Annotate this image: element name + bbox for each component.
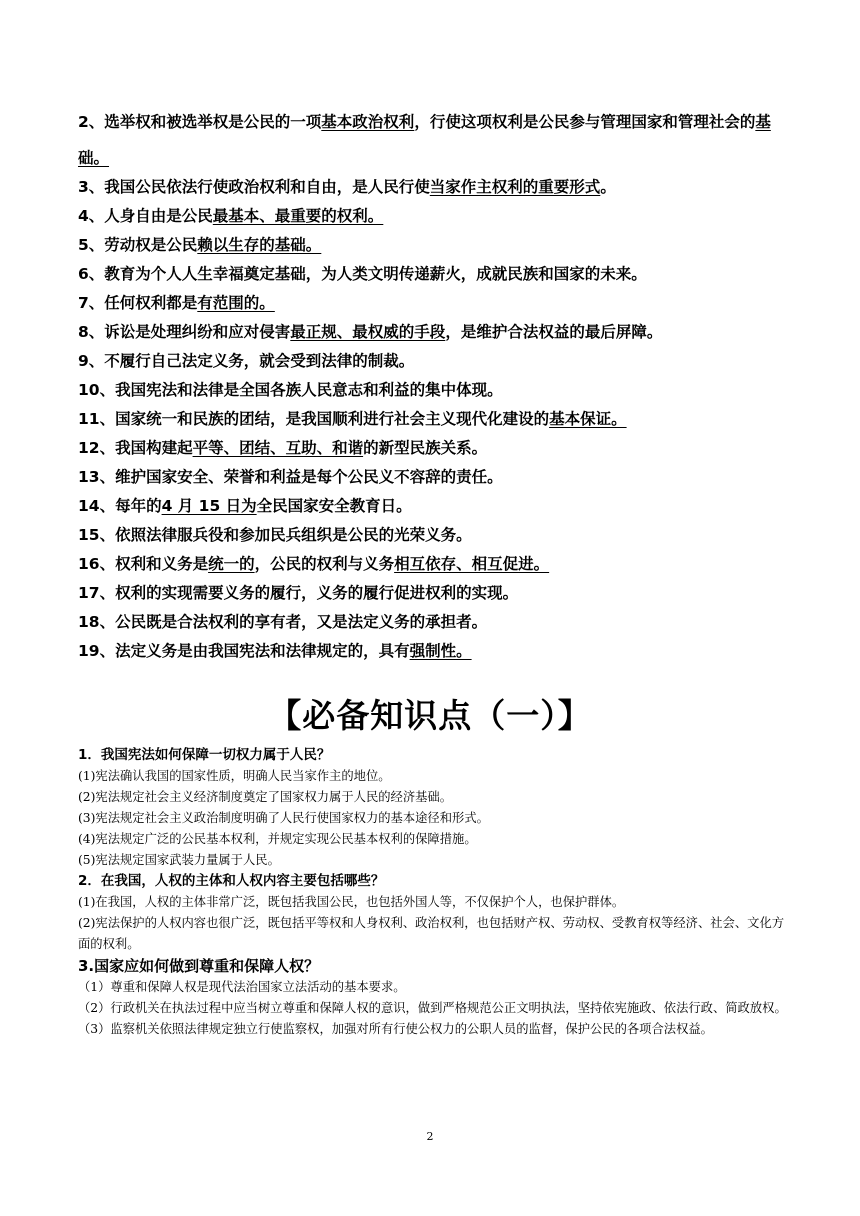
answer-point: (1)在我国，人权的主体非常广泛，既包括我国公民，也包括外国人等，不仅保护个人，也保护群体。 [78, 895, 625, 909]
underlined-key-phrase: 当家作主权利的重要形式 [429, 178, 601, 196]
answer-point: （1）尊重和保障人权是现代法治国家立法活动的基本要求。 [78, 980, 406, 994]
underlined-key-phrase: 相互依存、相互促进。 [394, 555, 550, 573]
answer-point: (4)宪法规定广泛的公民基本权利，并规定实现公民基本权利的保障措施。 [78, 832, 477, 846]
fact-text: 19、法定义务是由我国宪法和法律规定的，具有 [78, 642, 410, 660]
fact-item [78, 492, 788, 521]
fact-text: 15、依照法律服兵役和参加民兵组织是公民的光荣义务。 [78, 526, 472, 544]
underlined-key-phrase: 最基本、最重要的权利。 [212, 207, 384, 225]
key-facts-list [78, 108, 788, 666]
fact-item [78, 289, 788, 318]
question-heading: 1．我国宪法如何保障一切权力属于人民？ [78, 747, 331, 763]
answer-point: （2）行政机关在执法过程中应当树立尊重和保障人权的意识，做到严格规范公正文明执法，坚持依宪施政、依法行政、简政放权。 [78, 1001, 787, 1015]
answer-point: （3）监察机关依照法律规定独立行使监察权，加强对所有行使公权力的公职人员的监督，保护公民的各项合法权益。 [78, 1022, 713, 1036]
section-title: 【必备知识点（一）】 [268, 696, 592, 735]
fact-text: 6、教育为个人人生幸福奠定基础，为人类文明传递薪火，成就民族和国家的未来。 [78, 265, 647, 283]
underlined-key-phrase: 有范围的。 [197, 294, 275, 312]
question-heading: 3.国家应如何做到尊重和保障人权？ [78, 957, 320, 975]
fact-text: 17、权利的实现需要义务的履行，义务的履行促进权利的实现。 [78, 584, 519, 602]
underlined-key-phrase: 最正规、最权威的手段 [290, 323, 446, 341]
fact-item [78, 579, 788, 608]
underlined-key-phrase: 强制性。 [409, 642, 472, 660]
fact-text: 11、国家统一和民族的团结，是我国顺利进行社会主义现代化建设的 [78, 410, 550, 428]
page-number: 2 [426, 1130, 434, 1143]
underlined-key-phrase: 基本保证。 [549, 410, 627, 428]
fact-item [78, 434, 788, 463]
fact-text: 2、选举权和被选举权是公民的一项 [78, 113, 322, 131]
fact-text: 4、人身自由是公民 [78, 207, 213, 225]
answer-point: (2)宪法保护的人权内容也很广泛，既包括平等权和人身权利、政治权利，也包括财产权、劳动权、受教育权等经济、社会、文化方面的权利。 [78, 916, 785, 951]
answer-point: (5)宪法规定国家武装力量属于人民。 [78, 853, 280, 867]
fact-text: ，公民的权利与义务 [254, 555, 395, 573]
underlined-key-phrase: 4 月 15 日为 [161, 497, 257, 515]
fact-text: 全民国家安全教育日。 [256, 497, 412, 515]
fact-text: 10、我国宪法和法律是全国各族人民意志和利益的集中体现。 [78, 381, 503, 399]
question-heading: 2．在我国，人权的主体和人权内容主要包括哪些？ [78, 873, 385, 889]
underlined-key-phrase: 基础。 [78, 113, 771, 167]
fact-text: 5、劳动权是公民 [78, 236, 198, 254]
underlined-key-phrase: 平等、团结、互助、和谐 [192, 439, 364, 457]
fact-text: 13、维护国家安全、荣誉和利益是每个公民义不容辞的责任。 [78, 468, 503, 486]
fact-item [78, 550, 788, 579]
fact-text: 16、权利和义务是 [78, 555, 209, 573]
fact-item [78, 608, 788, 637]
fact-text: 9、不履行自己法定义务，就会受到法律的制裁。 [78, 352, 415, 370]
fact-item [78, 376, 788, 405]
fact-item [78, 637, 788, 666]
knowledge-points [78, 745, 788, 1040]
fact-text: 7、任何权利都是 [78, 294, 198, 312]
fact-text: 。 [600, 178, 616, 196]
fact-text: 的新型民族关系。 [363, 439, 488, 457]
fact-text: ，是维护合法权益的最后屏障。 [445, 323, 663, 341]
fact-text: ，行使这项权利是公民参与管理国家和管理社会的 [414, 113, 756, 131]
answer-point: (3)宪法规定社会主义政治制度明确了人民行使国家权力的基本途径和形式。 [78, 811, 489, 825]
fact-item [78, 318, 788, 347]
answer-point: (2)宪法规定社会主义经济制度奠定了国家权力属于人民的经济基础。 [78, 790, 453, 804]
fact-text: 3、我国公民依法行使政治权利和自由，是人民行使 [78, 178, 430, 196]
fact-text: 14、每年的 [78, 497, 162, 515]
answer-point: (1)宪法确认我国的国家性质，明确人民当家作主的地位。 [78, 769, 391, 783]
underlined-key-phrase: 基本政治权利 [321, 113, 415, 131]
fact-item [78, 231, 788, 260]
fact-item [78, 347, 788, 376]
underlined-key-phrase: 统一的 [208, 555, 255, 573]
fact-text: 8、诉讼是处理纠纷和应对侵害 [78, 323, 291, 341]
fact-item [78, 202, 788, 231]
fact-item [78, 405, 788, 434]
fact-item [78, 173, 788, 202]
fact-item [78, 463, 788, 492]
underlined-key-phrase: 赖以生存的基础。 [197, 236, 322, 254]
fact-text: 18、公民既是合法权利的享有者，又是法定义务的承担者。 [78, 613, 488, 631]
fact-text: 12、我国构建起 [78, 439, 193, 457]
fact-item [78, 521, 788, 550]
fact-item [78, 104, 788, 176]
fact-item [78, 260, 788, 289]
